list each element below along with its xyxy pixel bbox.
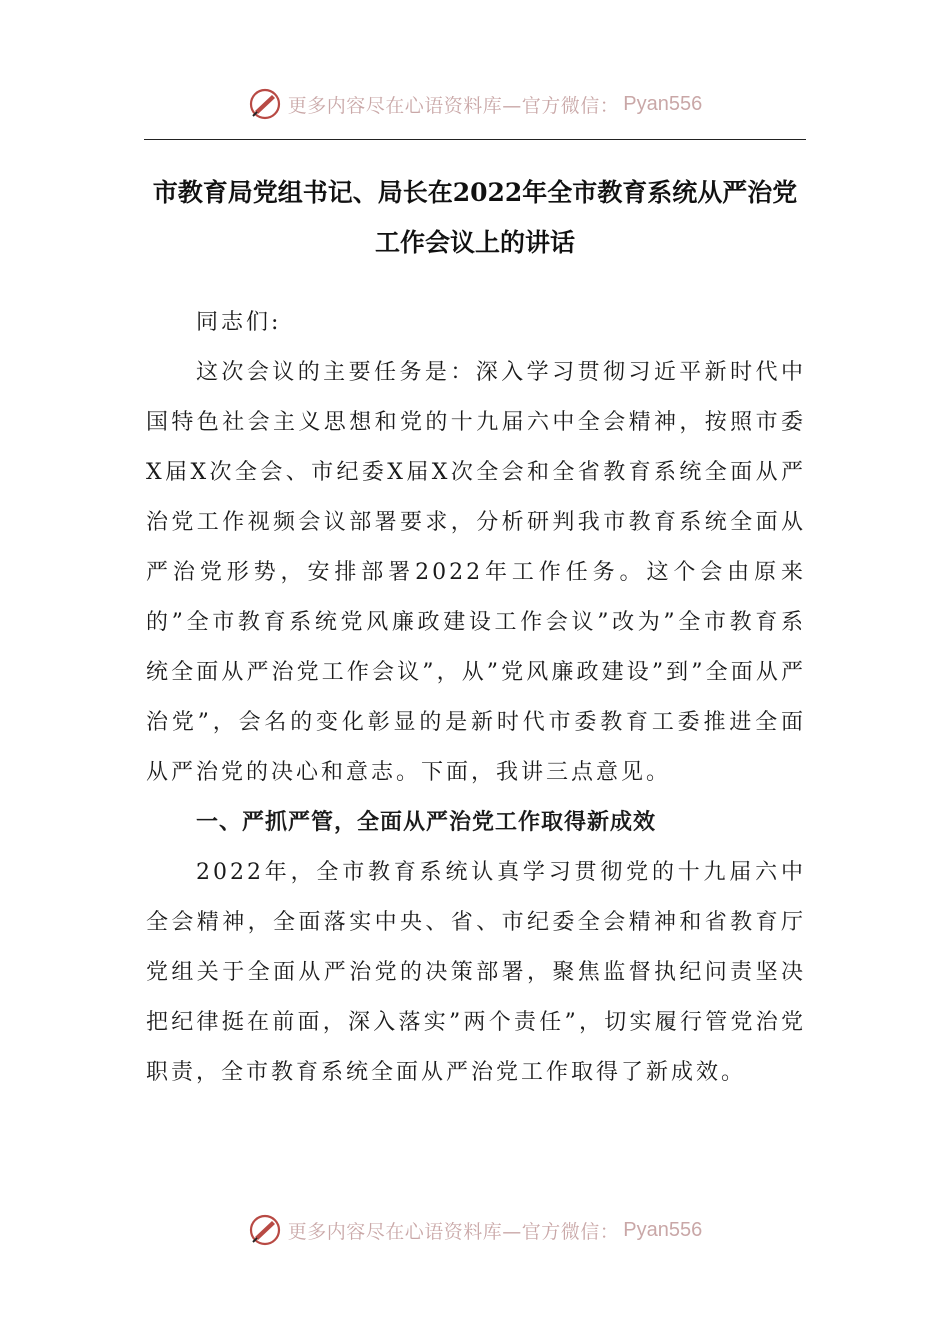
paragraph-section-1: 2022年，全市教育系统认真学习贯彻党的十九届六中全会精神，全面落实中央、省、市纪委全会精神和省教育厅党组关于全面从严治党的决策部署，聚焦监督执纪问责坚决把纪律挺在前面，深入落实”两个责任”，切实履行管党治党职责，全市教育系统全面从严治党工作取得了新成效。 bbox=[146, 860, 806, 1085]
watermark-banner-bottom bbox=[0, 1210, 950, 1250]
salutation: 同志们: bbox=[196, 310, 282, 335]
watermark-text: 更多内容尽在心语资料库—官方微信： bbox=[287, 1220, 620, 1243]
watermark-id: Pyan556 bbox=[623, 92, 703, 115]
paragraph-intro: 这次会议的主要任务是：深入学习贯彻习近平新时代中国特色社会主义思想和党的十九届六中全会精神，按照市委X届X次全会、市纪委X届X次全会和全省教育系统全面从严治党工作视频会议部署要求，分析研判我市教育系统全面从严治党形势，安排部署2022年工作任务。这个会由原来的”全市教育系统党风廉政建设工作会议”改为”全市教育系统全面从严治党工作会议”，从”党风廉政建设”到”全面从严治党”，会名的变化彰显的是新时代市委教育工委推进全面从严治党的决心和意志。下面，我讲三点意见。 bbox=[146, 360, 806, 785]
watermark-text: 更多内容尽在心语资料库—官方微信： bbox=[287, 94, 620, 117]
title-line-2: 工作会议上的讲话 bbox=[374, 228, 575, 257]
section-heading-1: 一、严抓严管，全面从严治党工作取得新成效 bbox=[196, 810, 657, 835]
title-line-1: 市教育局党组书记、局长在2022年全市教育系统从严治党 bbox=[152, 178, 798, 207]
pen-logo-icon bbox=[248, 87, 282, 121]
document-body bbox=[146, 298, 806, 1098]
watermark-banner-top bbox=[0, 84, 950, 124]
header-rule bbox=[144, 139, 806, 140]
pen-logo-icon bbox=[248, 1213, 282, 1247]
watermark-id: Pyan556 bbox=[623, 1218, 703, 1241]
document-title bbox=[120, 168, 830, 268]
